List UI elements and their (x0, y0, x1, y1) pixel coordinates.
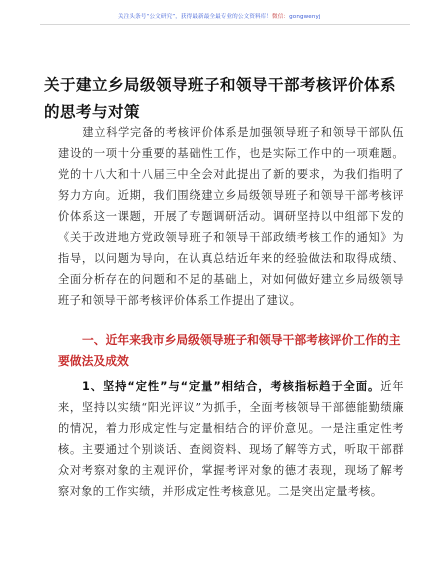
section-heading (58, 330, 404, 372)
banner-wechat-label: 微信： (272, 14, 290, 20)
document-title: 关于建立乡局级领导班子和领导干部考核评价体系的思考与对策 (44, 76, 397, 121)
banner-promo-text: 关注头条号“公文研究”，获得最新最全最专业的公文资料库！ (118, 14, 273, 20)
point-lead: 1、坚持“定性”与“定量”相结合，考核指标趋于全面。 (82, 380, 381, 393)
point-body: 近年来，坚持以实绩“阳光评议”为抓手，全面考核领导干部德能勤绩廉的情况，着力形成定性与定量相结合的评价意见。一是注重定性考核。主要通过个别谈话、查阅资料、现场了解等方式，听取干部群众对考察对象的主观评价，掌握考评对象的德才表现，现场了解考察对象的工作实绩，并形成定性考核意见。二是突出定量考核。 (58, 380, 404, 498)
header-banner (118, 12, 321, 20)
point-paragraph (58, 376, 404, 502)
banner-wechat-id: gongwenyj (289, 14, 321, 20)
section-heading-text: 一、近年来我市乡局级领导班子和领导干部考核评价工作的主要做法及成效 (58, 333, 401, 368)
header-divider (40, 24, 410, 25)
intro-text: 建立科学完备的考核评价体系是加强领导班子和领导干部队伍建设的一项十分重要的基础性工作，也是实际工作中的一项难题。党的十八大和十八届三中全会对此提出了新的要求，为我们指明了努力方向。近期，我们围绕建立乡局级领导班子和领导干部考核评价体系这一课题，开展了专题调研活动。调研坚持以中组部下发的《关于改进地方党政领导班子和领导干部政绩考核工作的通知》为指导，以问题为导向，在认真总结近年来的经验做法和取得成绩、全面分析存在的问题和不足的基础上，对如何做好建立乡局级领导班子和领导干部考核评价体系工作提出了建议。 (58, 126, 404, 307)
intro-paragraph (58, 122, 404, 311)
